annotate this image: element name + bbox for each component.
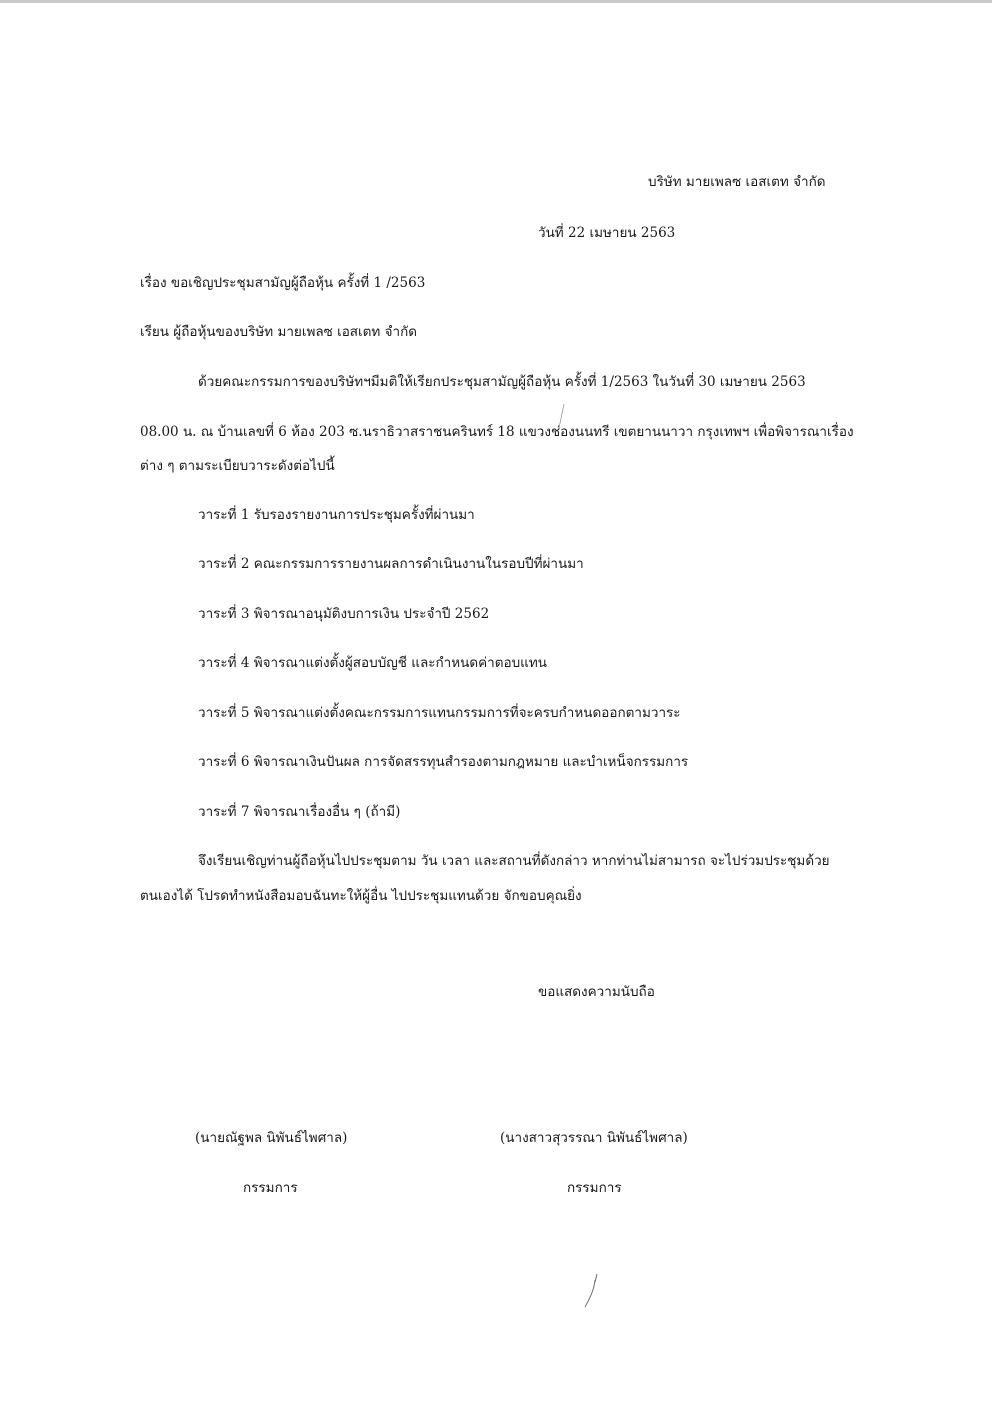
invitation-line-1: จึงเรียนเชิญท่านผู้ถือหุ้นไปประชุมตาม วัน เวลา และสถานที่ดังกล่าว หากท่านไม่สามารถ จะไปร่วมประชุมด้วย bbox=[198, 853, 830, 869]
letter-date: วันที่ 22 เมษายน 2563 bbox=[538, 225, 676, 241]
intro-line-1: ด้วยคณะกรรมการของบริษัทฯมีมติให้เรียกประชุมสามัญผู้ถือหุ้น ครั้งที่ 1/2563 ในวันที่ 30 เมษายน 2563 bbox=[198, 374, 806, 390]
page-top-edge bbox=[0, 0, 992, 3]
agenda-item-4: วาระที่ 4 พิจารณาแต่งตั้งผู้สอบบัญชี และกำหนดค่าตอบแทน bbox=[198, 655, 548, 671]
agenda-item-1: วาระที่ 1 รับรองรายงานการประชุมครั้งที่ผ่านมา bbox=[198, 507, 475, 523]
signatory-2-title: กรรมการ bbox=[567, 1180, 622, 1196]
agenda-item-2: วาระที่ 2 คณะกรรมการรายงานผลการดำเนินงานในรอบปีที่ผ่านมา bbox=[198, 556, 584, 572]
agenda-item-7: วาระที่ 7 พิจารณาเรื่องอื่น ๆ (ถ้ามี) bbox=[198, 804, 401, 820]
closing-phrase: ขอแสดงความนับถือ bbox=[538, 984, 655, 1000]
invitation-line-2: ตนเองได้ โปรดทำหนังสือมอบฉันทะให้ผู้อื่น ไปประชุมแทนด้วย จักขอบคุณยิ่ง bbox=[140, 888, 582, 904]
initial-mark bbox=[582, 1272, 602, 1310]
agenda-item-6: วาระที่ 6 พิจารณาเงินปันผล การจัดสรรทุนสำรองตามกฎหมาย และบำเหน็จกรรมการ bbox=[198, 754, 689, 770]
agenda-item-3: วาระที่ 3 พิจารณาอนุมัติงบการเงิน ประจำปี 2562 bbox=[198, 606, 490, 622]
intro-line-3: ต่าง ๆ ตามระเบียบวาระดังต่อไปนี้ bbox=[140, 458, 335, 474]
subject-line: เรื่อง ขอเชิญประชุมสามัญผู้ถือหุ้น ครั้งที่ 1 /2563 bbox=[140, 275, 426, 291]
signatory-2-name: (นางสาวสุวรรณา นิพันธ์ไพศาล) bbox=[500, 1130, 688, 1146]
intro-line-2: 08.00 น. ณ บ้านเลขที่ 6 ห้อง 203 ซ.นราธิวาสราชนครินทร์ 18 แขวงช่องนนทรี เขตยานนาวา กรุงเทพฯ เพื่อพิจารณาเรื่อง bbox=[140, 424, 854, 440]
salutation-line: เรียน ผู้ถือหุ้นของบริษัท มายเพลซ เอสเตท จำกัด bbox=[140, 324, 418, 340]
signatory-1-title: กรรมการ bbox=[243, 1180, 298, 1196]
signatory-1-name: (นายณัฐพล นิพันธ์ไพศาล) bbox=[195, 1130, 348, 1146]
pen-stroke-mark bbox=[552, 402, 568, 432]
agenda-item-5: วาระที่ 5 พิจารณาแต่งตั้งคณะกรรมการแทนกรรมการที่จะครบกำหนดออกตามวาระ bbox=[198, 705, 681, 721]
company-name: บริษัท มายเพลซ เอสเตท จำกัด bbox=[648, 174, 826, 190]
